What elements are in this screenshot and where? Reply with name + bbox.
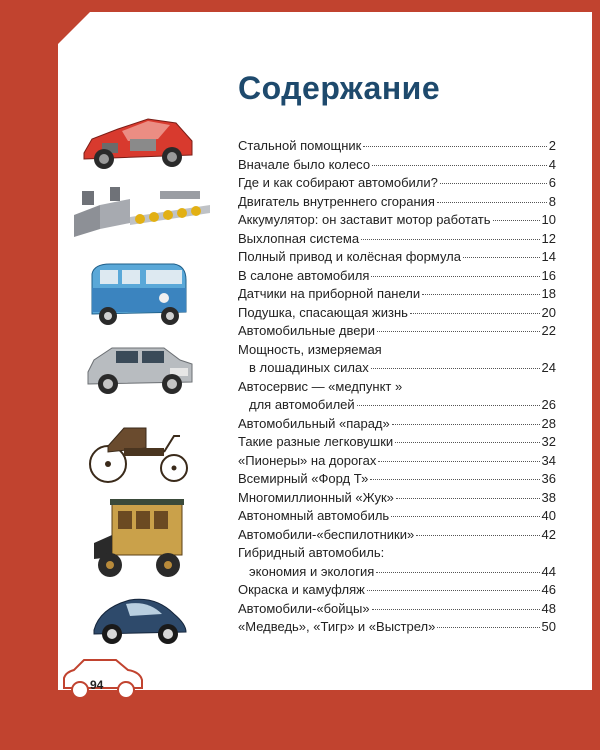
toc-entry-page: 50 [541,619,556,634]
toc-entry-label: «Пионеры» на дорогах [238,452,377,468]
toc-entry[interactable] [238,526,556,545]
toc-entry-label: Где и как собирают автомобили? [238,175,438,190]
toc-entry[interactable] [238,137,556,156]
toc-entry[interactable] [238,433,556,452]
beetle-illustration [90,590,190,650]
toc-leader-dots [377,331,540,332]
toc-entry-label: В салоне автомобиля [238,267,370,283]
toc-entry-page: 38 [541,489,556,505]
toc-entry-label: Автосервис — «медпункт » [238,378,403,394]
toc-entry-page: 28 [541,415,556,431]
toc-entry[interactable] [238,618,556,637]
frame-right [592,0,600,750]
toc-entry-label: Автомобили-«беспилотники» [238,526,415,542]
toc-entry[interactable] [238,267,556,286]
assembly-line-illustration [70,185,215,243]
toc-entry-line2[interactable] [238,359,556,378]
toc-leader-dots [372,609,540,610]
toc-entry-label: Мощность, измеряемая [238,341,382,357]
toc-leader-dots [363,146,546,147]
toc-entry-page: 36 [541,471,556,486]
toc-leader-dots [392,424,540,425]
frame-corner [58,12,90,44]
toc-entry-label: Стальной помощник [238,138,362,153]
toc-entry-line2[interactable] [238,563,556,582]
toc-entry[interactable] [238,452,556,471]
toc-leader-dots [372,165,547,166]
toc-entry-line1[interactable] [238,341,556,360]
toc-entry[interactable] [238,415,556,434]
toc-leader-dots [370,479,539,480]
toc-leader-dots [371,276,539,277]
toc-entry-page: 8 [548,193,556,209]
toc-entry-label: Выхлопная система [238,230,360,246]
toc-entry[interactable] [238,156,556,175]
toc-entry[interactable] [238,304,556,323]
toc-entry-label: Многомиллионный «Жук» [238,489,394,505]
toc-leader-dots [422,294,539,295]
toc-entry-page: 34 [541,452,556,468]
toc-entry[interactable] [238,507,556,526]
toc-entry[interactable] [238,174,556,193]
toc-leader-dots [463,257,540,258]
toc-entry-page: 40 [541,508,556,523]
toc-entry-label: «Медведь», «Тигр» и «Выстрел» [238,619,436,634]
toc-entry[interactable] [238,581,556,600]
toc-entry-label: Гибридный автомобиль: [238,545,385,560]
toc-entry-page: 16 [541,267,556,283]
toc-entry-page: 2 [548,138,556,153]
toc-entry-label: для автомобилей [249,397,355,412]
toc-entry[interactable] [238,322,556,341]
toc-leader-dots [493,220,540,221]
frame-left [0,0,58,750]
cutaway-car-illustration [78,105,198,177]
toc-leader-dots [416,535,539,536]
page-number: 94 [90,678,104,692]
toc-entry-label: в лошадиных силах [249,360,369,375]
toc-entry[interactable] [238,470,556,489]
toc-entry-label: Автомобильный «парад» [238,415,390,431]
toc-entry-page: 48 [541,600,556,616]
van-illustration [86,258,191,330]
toc-entry-page: 46 [541,582,556,597]
toc-entry-label: Подушка, спасающая жизнь [238,304,408,320]
toc-leader-dots [371,368,540,369]
toc-entry-label: экономия и экология [249,563,375,579]
page-title: Содержание [238,70,441,106]
toc-entry[interactable] [238,193,556,212]
toc-entry-label: Окраска и камуфляж [238,582,365,597]
toc-entry-label: Полный привод и колёсная формула [238,249,461,264]
toc-entry[interactable] [238,230,556,249]
toc-entry-page: 6 [548,175,556,190]
toc-entry-page: 4 [548,156,556,172]
toc-entry-page: 18 [541,286,556,301]
toc-entry-page: 14 [541,249,556,264]
toc-entry-label: Автомобили-«бойцы» [238,600,370,616]
toc-entry-page: 42 [541,526,556,542]
suv-illustration [84,338,196,400]
toc-entry-page: 22 [541,323,556,338]
toc-leader-dots [437,202,547,203]
page-number-badge [60,656,146,705]
toc-leader-dots [376,572,539,573]
toc-entry-label: Автомобильные двери [238,323,375,338]
toc-entry[interactable] [238,248,556,267]
toc-leader-dots [437,627,539,628]
toc-leader-dots [396,498,540,499]
toc-entry-label: Аккумулятор: он заставит мотор работать [238,212,491,227]
toc-entry-page: 10 [541,212,556,227]
toc-entry-line2[interactable] [238,396,556,415]
ford-t-bus-illustration [88,495,193,583]
toc-entry[interactable] [238,211,556,230]
toc-leader-dots [395,442,539,443]
toc-leader-dots [378,461,539,462]
antique-motorwagen-illustration [84,418,192,486]
toc-entry-label: Автономный автомобиль [238,508,390,523]
toc-entry-label: Датчики на приборной панели [238,286,421,301]
toc-leader-dots [440,183,547,184]
toc-leader-dots [391,516,539,517]
toc-entry[interactable] [238,285,556,304]
toc-entry-page: 12 [541,230,556,246]
toc-entry-label: Вначале было колесо [238,156,371,172]
toc-entry-label: Всемирный «Форд Т» [238,471,369,486]
toc-leader-dots [410,313,540,314]
toc-entry-line1[interactable] [238,544,556,563]
toc-entry[interactable] [238,600,556,619]
table-of-contents [238,137,556,637]
toc-entry-page: 44 [541,563,556,579]
toc-entry-line1[interactable] [238,378,556,397]
toc-entry-label: Такие разные легковушки [238,434,394,449]
frame-top [0,0,600,12]
toc-entry[interactable] [238,489,556,508]
toc-entry-page: 32 [541,434,556,449]
toc-leader-dots [367,590,540,591]
toc-entry-page: 24 [541,360,556,375]
toc-leader-dots [361,239,539,240]
toc-entry-page: 26 [541,397,556,412]
toc-entry-label: Двигатель внутреннего сгорания [238,193,435,209]
toc-leader-dots [357,405,540,406]
toc-entry-page: 20 [541,304,556,320]
